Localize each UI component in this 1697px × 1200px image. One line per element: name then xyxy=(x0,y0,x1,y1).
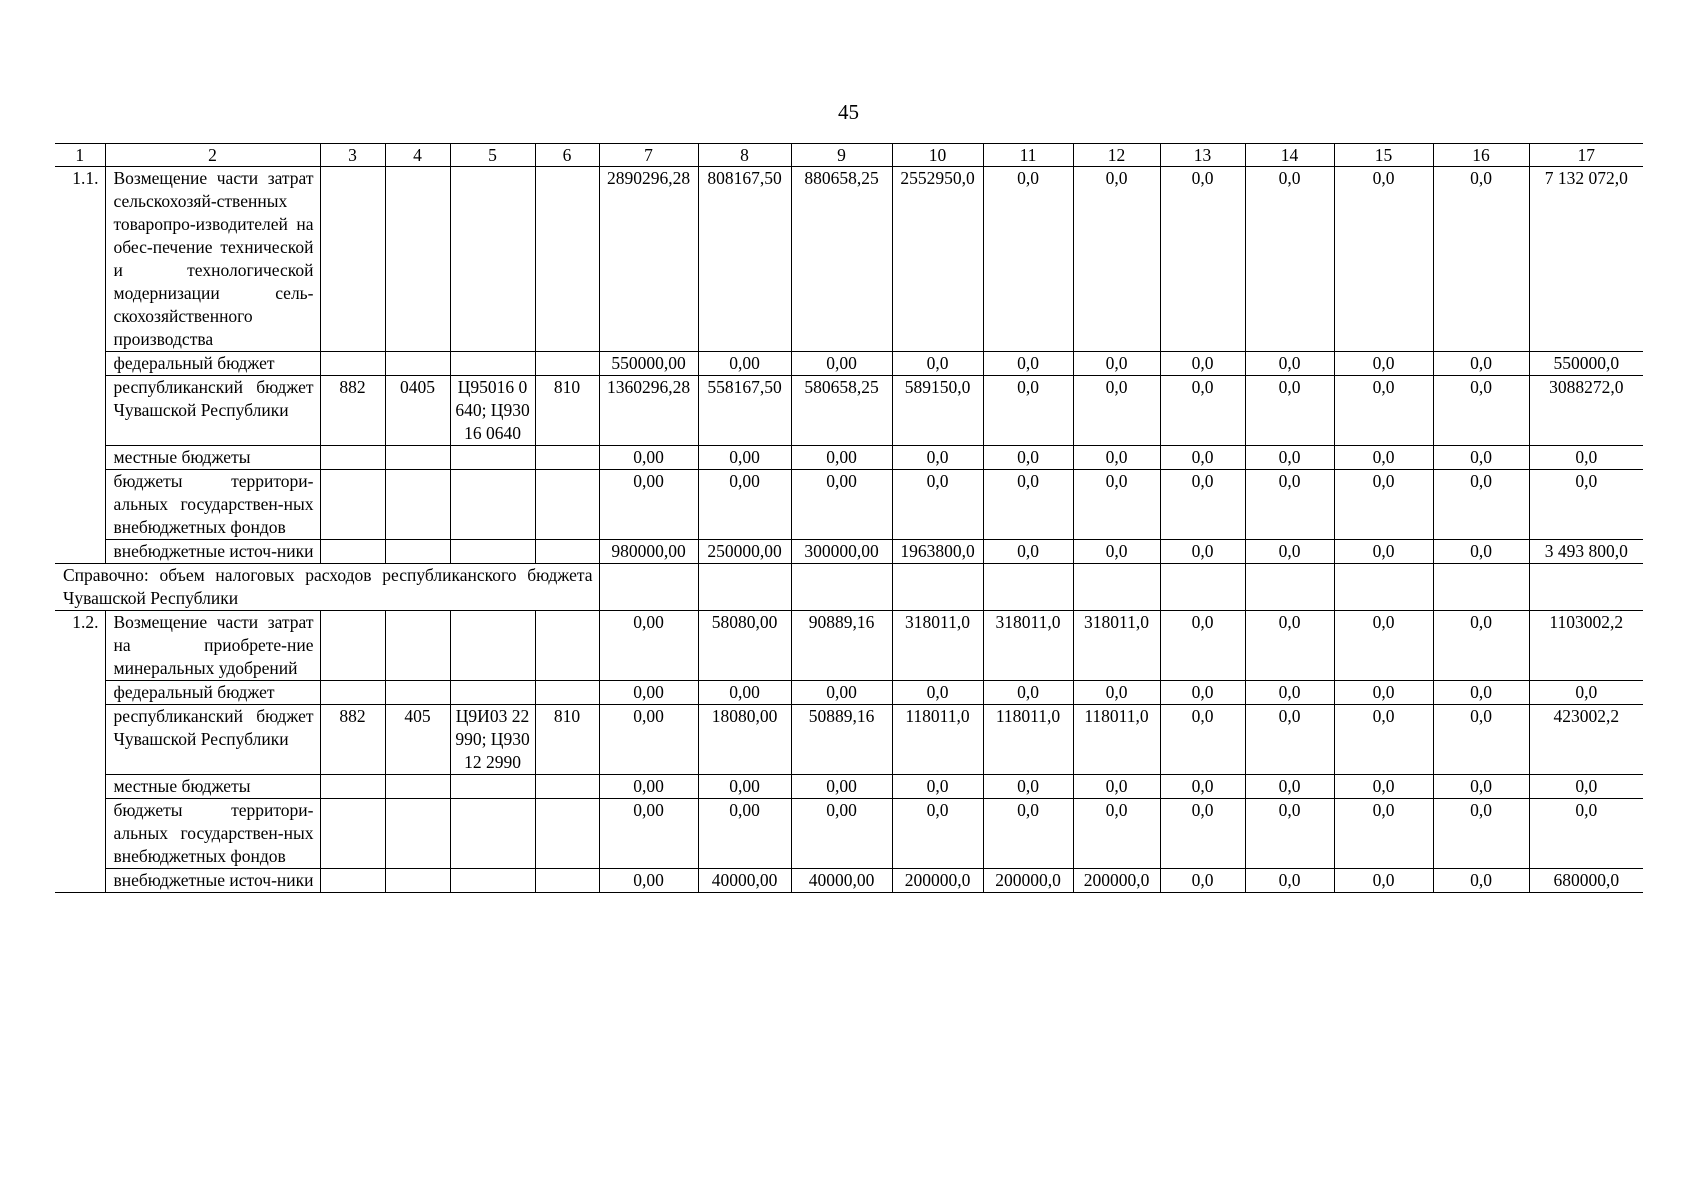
value-cell: 0,0 xyxy=(1073,446,1160,470)
section-code xyxy=(385,470,450,540)
target-article-code xyxy=(450,352,535,376)
value-cell: 0,0 xyxy=(892,775,983,799)
value-cell: 550000,00 xyxy=(599,352,698,376)
column-number: 3 xyxy=(320,144,385,167)
funding-source-label: республиканский бюджет Чувашской Республики xyxy=(105,705,320,775)
value-cell: 0,0 xyxy=(892,799,983,869)
value-cell: 0,0 xyxy=(1334,540,1433,564)
value-cell: 3 493 800,0 xyxy=(1529,540,1643,564)
value-cell: 0,0 xyxy=(1245,470,1334,540)
value-cell: 0,0 xyxy=(1529,775,1643,799)
column-number: 16 xyxy=(1433,144,1529,167)
column-number: 13 xyxy=(1160,144,1245,167)
value-cell: 200000,0 xyxy=(892,869,983,893)
funding-source-label: внебюджетные источ-ники xyxy=(105,540,320,564)
value-cell: 0,0 xyxy=(983,540,1073,564)
value-cell: 0,0 xyxy=(983,352,1073,376)
value-cell: 0,0 xyxy=(1334,681,1433,705)
value-cell: 200000,0 xyxy=(983,869,1073,893)
value-cell: 2890296,28 xyxy=(599,167,698,352)
value-cell: 0,0 xyxy=(1160,869,1245,893)
value-cell: 0,00 xyxy=(698,775,791,799)
value-cell: 0,0 xyxy=(1245,681,1334,705)
value-cell: 0,0 xyxy=(983,681,1073,705)
value-cell: 1103002,2 xyxy=(1529,611,1643,681)
value-cell: 0,00 xyxy=(698,470,791,540)
column-number: 7 xyxy=(599,144,698,167)
value-cell: 0,0 xyxy=(1433,611,1529,681)
value-cell: 0,00 xyxy=(599,470,698,540)
value-cell: 0,0 xyxy=(1433,352,1529,376)
value-cell: 0,0 xyxy=(1529,799,1643,869)
target-article-code: Ц95016 0640; Ц93016 0640 xyxy=(450,376,535,446)
value-cell: 0,00 xyxy=(599,705,698,775)
value-cell: 0,00 xyxy=(698,446,791,470)
value-cell: 0,0 xyxy=(1334,352,1433,376)
target-article-code xyxy=(450,681,535,705)
value-cell: 0,0 xyxy=(1160,470,1245,540)
value-cell: 558167,50 xyxy=(698,376,791,446)
grbs-code xyxy=(320,775,385,799)
value-cell: 0,0 xyxy=(1160,352,1245,376)
expense-type-code xyxy=(535,681,599,705)
value-cell: 90889,16 xyxy=(791,611,892,681)
value-cell: 0,00 xyxy=(599,869,698,893)
value-cell: 118011,0 xyxy=(983,705,1073,775)
value-cell: 2552950,0 xyxy=(892,167,983,352)
column-number: 5 xyxy=(450,144,535,167)
value-cell: 550000,0 xyxy=(1529,352,1643,376)
value-cell: 0,0 xyxy=(892,446,983,470)
value-cell: 0,0 xyxy=(1433,869,1529,893)
value-cell: 0,0 xyxy=(1334,869,1433,893)
value-cell: 0,0 xyxy=(1433,775,1529,799)
value-cell: 0,0 xyxy=(1433,167,1529,352)
code-cell-empty xyxy=(320,611,385,681)
code-cell-empty xyxy=(450,167,535,352)
reference-note: Справочно: объем налоговых расходов республиканского бюджета Чувашской Республики xyxy=(55,564,599,611)
value-cell: 580658,25 xyxy=(791,376,892,446)
funding-source-row xyxy=(55,352,1643,376)
value-cell: 0,0 xyxy=(1245,446,1334,470)
measure-title: Возмещение части затрат на приобрете-ние минеральных удобрений xyxy=(105,611,320,681)
value-cell: 423002,2 xyxy=(1529,705,1643,775)
value-cell-empty xyxy=(698,564,791,611)
value-cell: 0,00 xyxy=(791,681,892,705)
value-cell: 680000,0 xyxy=(1529,869,1643,893)
value-cell: 0,0 xyxy=(892,470,983,540)
value-cell: 0,0 xyxy=(1334,167,1433,352)
value-cell: 0,0 xyxy=(1160,376,1245,446)
section-code xyxy=(385,540,450,564)
value-cell: 0,0 xyxy=(1334,775,1433,799)
funding-source-label: федеральный бюджет xyxy=(105,681,320,705)
value-cell: 0,00 xyxy=(599,799,698,869)
value-cell: 0,0 xyxy=(1529,470,1643,540)
value-cell: 0,00 xyxy=(791,446,892,470)
column-number-row xyxy=(55,144,1643,167)
expense-type-code xyxy=(535,869,599,893)
section-code xyxy=(385,869,450,893)
value-cell: 0,0 xyxy=(1160,681,1245,705)
value-cell: 589150,0 xyxy=(892,376,983,446)
funding-source-row xyxy=(55,705,1643,775)
grbs-code xyxy=(320,540,385,564)
value-cell: 0,0 xyxy=(1073,681,1160,705)
value-cell: 0,0 xyxy=(1073,167,1160,352)
value-cell-empty xyxy=(1245,564,1334,611)
value-cell: 0,00 xyxy=(698,352,791,376)
target-article-code xyxy=(450,869,535,893)
value-cell: 40000,00 xyxy=(791,869,892,893)
measure-number: 1.1. xyxy=(55,167,105,564)
column-number: 1 xyxy=(55,144,105,167)
value-cell: 0,00 xyxy=(791,775,892,799)
value-cell: 50889,16 xyxy=(791,705,892,775)
grbs-code: 882 xyxy=(320,376,385,446)
measure-row xyxy=(55,167,1643,352)
value-cell: 0,0 xyxy=(1334,611,1433,681)
value-cell: 0,0 xyxy=(1334,705,1433,775)
column-number: 11 xyxy=(983,144,1073,167)
value-cell-empty xyxy=(599,564,698,611)
value-cell: 0,0 xyxy=(983,470,1073,540)
value-cell-empty xyxy=(983,564,1073,611)
target-article-code xyxy=(450,799,535,869)
expense-type-code xyxy=(535,799,599,869)
value-cell: 0,00 xyxy=(599,681,698,705)
funding-source-row xyxy=(55,681,1643,705)
value-cell: 0,00 xyxy=(599,446,698,470)
value-cell: 0,0 xyxy=(1529,681,1643,705)
value-cell: 0,0 xyxy=(1160,775,1245,799)
value-cell: 0,0 xyxy=(1245,167,1334,352)
expense-type-code xyxy=(535,540,599,564)
value-cell: 0,0 xyxy=(1073,470,1160,540)
value-cell: 0,0 xyxy=(1245,869,1334,893)
value-cell: 200000,0 xyxy=(1073,869,1160,893)
funding-source-label: федеральный бюджет xyxy=(105,352,320,376)
column-number: 14 xyxy=(1245,144,1334,167)
value-cell: 1360296,28 xyxy=(599,376,698,446)
target-article-code: Ц9И03 22990; Ц93012 2990 xyxy=(450,705,535,775)
column-number: 6 xyxy=(535,144,599,167)
value-cell: 0,0 xyxy=(1529,446,1643,470)
value-cell: 1963800,0 xyxy=(892,540,983,564)
section-code xyxy=(385,681,450,705)
value-cell: 40000,00 xyxy=(698,869,791,893)
value-cell: 0,0 xyxy=(1245,799,1334,869)
expense-type-code xyxy=(535,775,599,799)
funding-source-label: местные бюджеты xyxy=(105,446,320,470)
column-number: 2 xyxy=(105,144,320,167)
value-cell: 808167,50 xyxy=(698,167,791,352)
value-cell: 0,00 xyxy=(791,352,892,376)
value-cell: 0,0 xyxy=(1073,540,1160,564)
value-cell: 0,0 xyxy=(1073,376,1160,446)
value-cell: 0,0 xyxy=(1073,799,1160,869)
grbs-code xyxy=(320,869,385,893)
value-cell-empty xyxy=(892,564,983,611)
funding-source-row xyxy=(55,376,1643,446)
section-code xyxy=(385,799,450,869)
reference-note-row xyxy=(55,564,1643,611)
value-cell: 0,0 xyxy=(983,799,1073,869)
value-cell: 118011,0 xyxy=(892,705,983,775)
funding-source-label: внебюджетные источ-ники xyxy=(105,869,320,893)
value-cell: 0,0 xyxy=(1433,470,1529,540)
column-number: 9 xyxy=(791,144,892,167)
section-code xyxy=(385,446,450,470)
value-cell: 58080,00 xyxy=(698,611,791,681)
value-cell: 0,0 xyxy=(1245,376,1334,446)
section-code xyxy=(385,775,450,799)
value-cell: 0,0 xyxy=(892,681,983,705)
value-cell: 318011,0 xyxy=(892,611,983,681)
funding-source-row xyxy=(55,799,1643,869)
value-cell: 0,00 xyxy=(599,775,698,799)
value-cell: 0,0 xyxy=(1160,540,1245,564)
value-cell: 0,0 xyxy=(983,446,1073,470)
section-code: 405 xyxy=(385,705,450,775)
value-cell: 0,0 xyxy=(1334,470,1433,540)
value-cell: 318011,0 xyxy=(983,611,1073,681)
code-cell-empty xyxy=(385,167,450,352)
funding-source-row xyxy=(55,470,1643,540)
value-cell: 0,0 xyxy=(1073,352,1160,376)
expense-type-code xyxy=(535,470,599,540)
target-article-code xyxy=(450,540,535,564)
target-article-code xyxy=(450,470,535,540)
code-cell-empty xyxy=(450,611,535,681)
value-cell: 0,0 xyxy=(1433,540,1529,564)
expense-type-code xyxy=(535,446,599,470)
value-cell: 0,0 xyxy=(892,352,983,376)
value-cell-empty xyxy=(791,564,892,611)
expense-type-code xyxy=(535,352,599,376)
funding-source-row xyxy=(55,775,1643,799)
value-cell: 0,0 xyxy=(1160,705,1245,775)
value-cell: 0,00 xyxy=(599,611,698,681)
value-cell: 0,0 xyxy=(1073,775,1160,799)
expense-type-code: 810 xyxy=(535,705,599,775)
budget-table xyxy=(55,143,1643,893)
funding-source-row xyxy=(55,869,1643,893)
column-number: 17 xyxy=(1529,144,1643,167)
value-cell: 300000,00 xyxy=(791,540,892,564)
grbs-code: 882 xyxy=(320,705,385,775)
value-cell: 0,0 xyxy=(1245,352,1334,376)
value-cell: 0,0 xyxy=(1245,705,1334,775)
value-cell: 0,0 xyxy=(1160,446,1245,470)
code-cell-empty xyxy=(535,611,599,681)
value-cell: 0,00 xyxy=(698,681,791,705)
target-article-code xyxy=(450,775,535,799)
value-cell: 0,0 xyxy=(983,376,1073,446)
value-cell-empty xyxy=(1433,564,1529,611)
funding-source-label: республиканский бюджет Чувашской Республики xyxy=(105,376,320,446)
value-cell: 250000,00 xyxy=(698,540,791,564)
value-cell: 0,00 xyxy=(791,470,892,540)
code-cell-empty xyxy=(320,167,385,352)
value-cell: 980000,00 xyxy=(599,540,698,564)
value-cell: 0,0 xyxy=(1245,775,1334,799)
value-cell: 0,0 xyxy=(983,167,1073,352)
value-cell: 0,00 xyxy=(791,799,892,869)
column-number: 15 xyxy=(1334,144,1433,167)
measure-row xyxy=(55,611,1643,681)
value-cell-empty xyxy=(1160,564,1245,611)
value-cell: 0,00 xyxy=(698,799,791,869)
funding-source-label: бюджеты территори-альных государствен-ных внебюджетных фондов xyxy=(105,799,320,869)
value-cell: 0,0 xyxy=(1160,799,1245,869)
column-number: 8 xyxy=(698,144,791,167)
column-number: 4 xyxy=(385,144,450,167)
funding-source-row xyxy=(55,540,1643,564)
page-number: 45 xyxy=(838,100,859,124)
grbs-code xyxy=(320,799,385,869)
grbs-code xyxy=(320,446,385,470)
value-cell: 0,0 xyxy=(983,775,1073,799)
measure-title: Возмещение части затрат сельскохозяй-ственных товаропро-изводителей на обес-печение технической и технологической модернизации сель-скохозяйственного производства xyxy=(105,167,320,352)
section-code: 0405 xyxy=(385,376,450,446)
value-cell: 0,0 xyxy=(1433,705,1529,775)
code-cell-empty xyxy=(385,611,450,681)
value-cell: 3088272,0 xyxy=(1529,376,1643,446)
value-cell: 0,0 xyxy=(1334,799,1433,869)
value-cell: 318011,0 xyxy=(1073,611,1160,681)
grbs-code xyxy=(320,470,385,540)
funding-source-row xyxy=(55,446,1643,470)
value-cell: 118011,0 xyxy=(1073,705,1160,775)
value-cell: 0,0 xyxy=(1433,446,1529,470)
value-cell: 0,0 xyxy=(1245,611,1334,681)
value-cell: 0,0 xyxy=(1433,799,1529,869)
value-cell: 0,0 xyxy=(1160,167,1245,352)
value-cell-empty xyxy=(1529,564,1643,611)
measure-number: 1.2. xyxy=(55,611,105,893)
expense-type-code: 810 xyxy=(535,376,599,446)
value-cell: 0,0 xyxy=(1334,376,1433,446)
value-cell: 0,0 xyxy=(1433,376,1529,446)
value-cell-empty xyxy=(1073,564,1160,611)
value-cell: 0,0 xyxy=(1160,611,1245,681)
grbs-code xyxy=(320,681,385,705)
column-number: 12 xyxy=(1073,144,1160,167)
value-cell-empty xyxy=(1334,564,1433,611)
value-cell: 0,0 xyxy=(1433,681,1529,705)
grbs-code xyxy=(320,352,385,376)
target-article-code xyxy=(450,446,535,470)
funding-source-label: бюджеты территори-альных государствен-ных внебюджетных фондов xyxy=(105,470,320,540)
section-code xyxy=(385,352,450,376)
value-cell: 880658,25 xyxy=(791,167,892,352)
value-cell: 18080,00 xyxy=(698,705,791,775)
value-cell: 0,0 xyxy=(1334,446,1433,470)
column-number: 10 xyxy=(892,144,983,167)
code-cell-empty xyxy=(535,167,599,352)
value-cell: 7 132 072,0 xyxy=(1529,167,1643,352)
funding-source-label: местные бюджеты xyxy=(105,775,320,799)
table-body xyxy=(55,144,1643,893)
value-cell: 0,0 xyxy=(1245,540,1334,564)
